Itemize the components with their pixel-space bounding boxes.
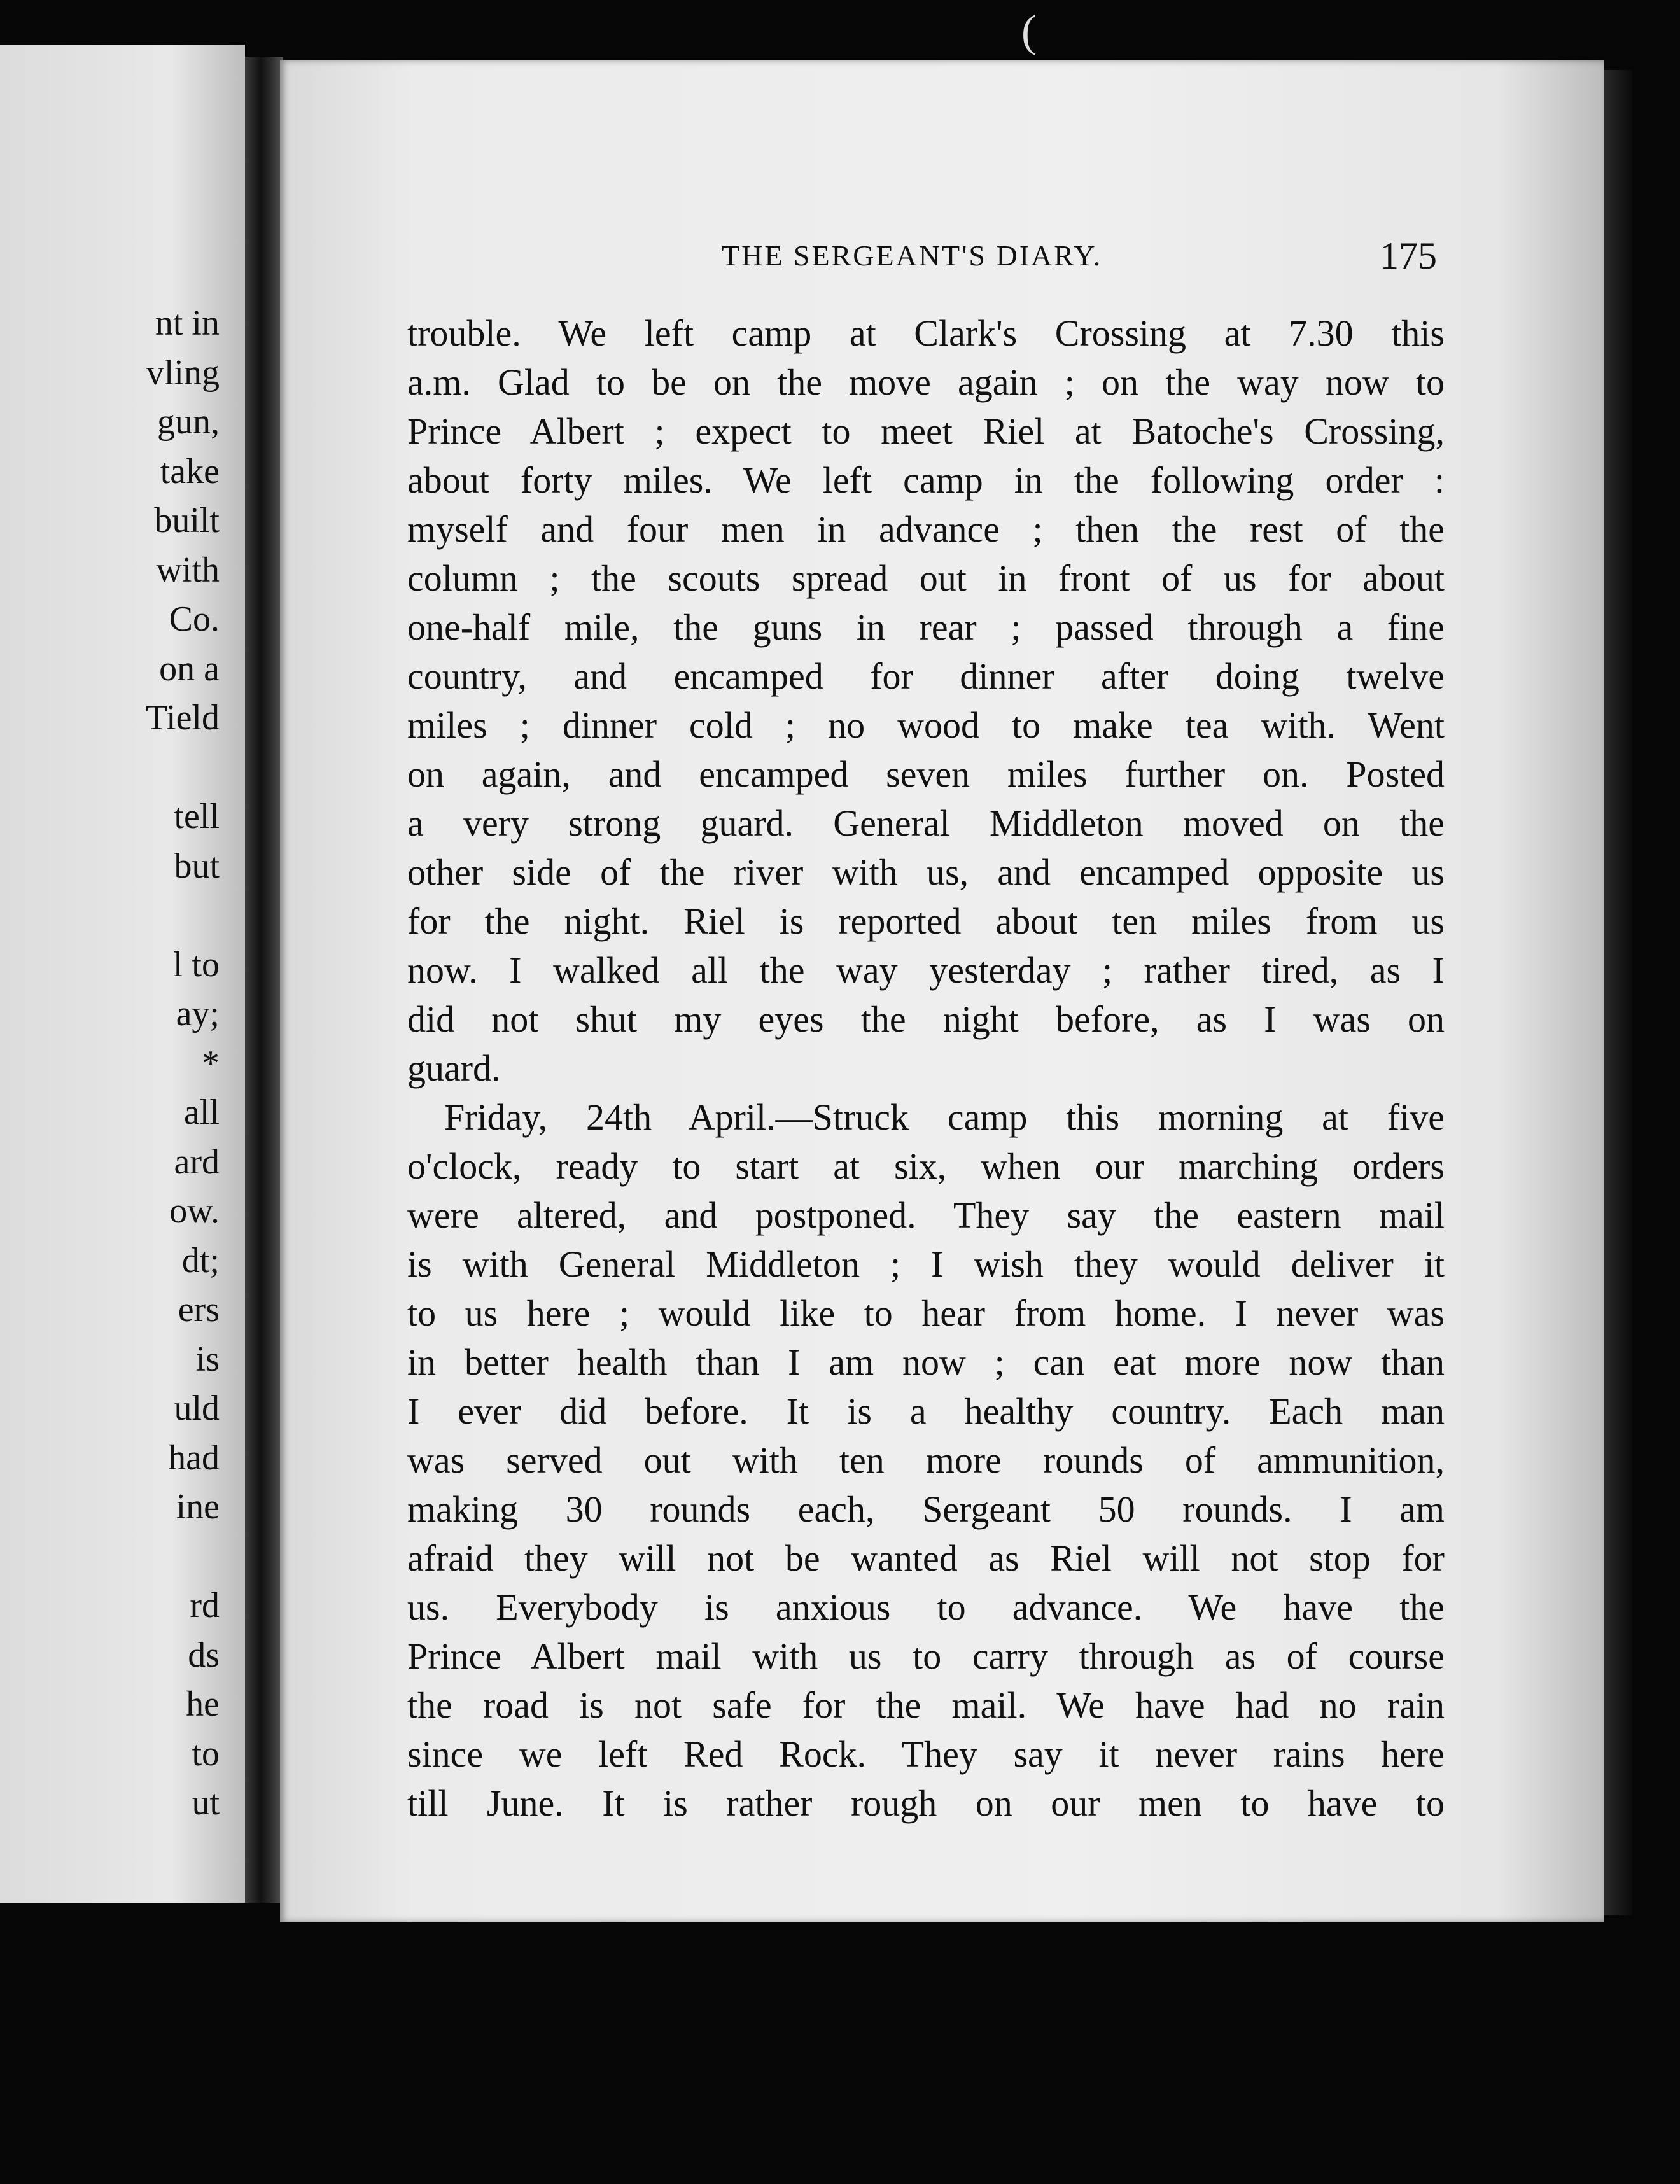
left-page-fragment: dt; <box>181 1240 220 1280</box>
text-line: in better health than I am now ; can eat more now than <box>407 1341 1445 1383</box>
text-line: guard. <box>407 1047 501 1089</box>
left-page-fragment: ers <box>178 1290 220 1329</box>
text-line: I ever did before. It is a healthy country. Each man <box>407 1390 1445 1432</box>
left-page-fragment: tell <box>174 797 220 836</box>
left-page-fragment: to <box>192 1733 220 1774</box>
left-page-fragment: ow. <box>169 1191 220 1231</box>
left-page-fragment: nt in <box>155 304 220 343</box>
text-line: Prince Albert ; expect to meet Riel at Batoche's Crossing, <box>407 410 1445 452</box>
left-page-fragment: ut <box>192 1783 220 1823</box>
left-page-fragment: Tield <box>145 698 220 738</box>
left-page-fragment: vling <box>146 353 220 393</box>
left-page-fragment: built <box>154 501 220 540</box>
book-gutter <box>245 57 283 1903</box>
page-number: 175 <box>1380 235 1437 277</box>
scan-artifact-mark: ( <box>1021 7 1037 56</box>
text-line: to us here ; would like to hear from home. I never was <box>407 1292 1445 1334</box>
left-page-fragment: l to <box>172 944 220 984</box>
left-page-fragment: take <box>160 451 220 491</box>
left-page-fragment: with <box>156 550 220 590</box>
text-line: on again, and encamped seven miles further on. Posted <box>407 753 1445 795</box>
left-page-fragment: but <box>174 846 220 886</box>
text-line: miles ; dinner cold ; no wood to make tea with. Went <box>407 704 1445 746</box>
left-page-fragment: on a <box>159 648 220 689</box>
text-line: country, and encamped for dinner after doing twelve <box>407 655 1445 697</box>
left-page-fragment: he <box>186 1684 220 1724</box>
left-page-fragment: ine <box>176 1487 220 1527</box>
text-line: since we left Red Rock. They say it never rains here <box>407 1733 1445 1775</box>
text-line: myself and four men in advance ; then the rest of the <box>407 508 1445 550</box>
left-page-fragment: is <box>195 1339 220 1379</box>
text-line: till June. It is rather rough on our men to have to <box>407 1782 1445 1824</box>
left-page-fragment: ds <box>188 1635 220 1675</box>
left-page-fragment: ard <box>174 1142 220 1182</box>
text-line: were altered, and postponed. They say the eastern mail <box>407 1194 1445 1236</box>
text-line: trouble. We left camp at Clark's Crossing at 7.30 this <box>407 312 1445 354</box>
text-line: column ; the scouts spread out in front of us for about <box>407 557 1445 599</box>
left-page-fragment: uld <box>174 1389 220 1428</box>
text-line: the road is not safe for the mail. We have had no rain <box>407 1684 1445 1726</box>
text-line: about forty miles. We left camp in the following order : <box>407 459 1445 501</box>
text-line: Friday, 24th April.—Struck camp this morning at five <box>444 1096 1445 1138</box>
text-line: for the night. Riel is reported about ten miles from us <box>407 900 1445 942</box>
text-line: o'clock, ready to start at six, when our marching orders <box>407 1145 1445 1187</box>
text-line: a.m. Glad to be on the move again ; on the way now to <box>407 361 1445 403</box>
text-line: other side of the river with us, and encamped opposite us <box>407 851 1445 893</box>
left-page-fragment: all <box>184 1093 220 1132</box>
page-body-text <box>407 309 1445 1828</box>
text-line: is with General Middleton ; I wish they would deliver it <box>407 1243 1445 1285</box>
text-line: was served out with ten more rounds of ammunition, <box>407 1439 1445 1481</box>
left-page-fragment: ay; <box>176 994 220 1033</box>
book-edge <box>1604 70 1632 1915</box>
running-head: THE SERGEANT'S DIARY. <box>722 239 1103 272</box>
text-line: a very strong guard. General Middleton moved on the <box>407 802 1445 844</box>
left-page-fragment: * <box>202 1043 220 1083</box>
left-page-fragment: rd <box>190 1586 220 1625</box>
text-line: us. Everybody is anxious to advance. We have the <box>407 1586 1445 1628</box>
text-line: making 30 rounds each, Sergeant 50 rounds. I am <box>407 1488 1445 1530</box>
left-page-fragment: Co. <box>169 599 220 639</box>
text-line: afraid they will not be wanted as Riel will not stop for <box>407 1537 1445 1579</box>
left-page-fragment: had <box>168 1438 220 1478</box>
text-line: Prince Albert mail with us to carry through as of course <box>407 1635 1445 1677</box>
left-page-fragment: gun, <box>157 402 220 442</box>
text-line: now. I walked all the way yesterday ; rather tired, as I <box>407 949 1445 991</box>
text-line: did not shut my eyes the night before, as I was on <box>407 998 1445 1040</box>
previous-page-fragment <box>0 45 245 1903</box>
text-line: one-half mile, the guns in rear ; passed through a fine <box>407 606 1445 648</box>
